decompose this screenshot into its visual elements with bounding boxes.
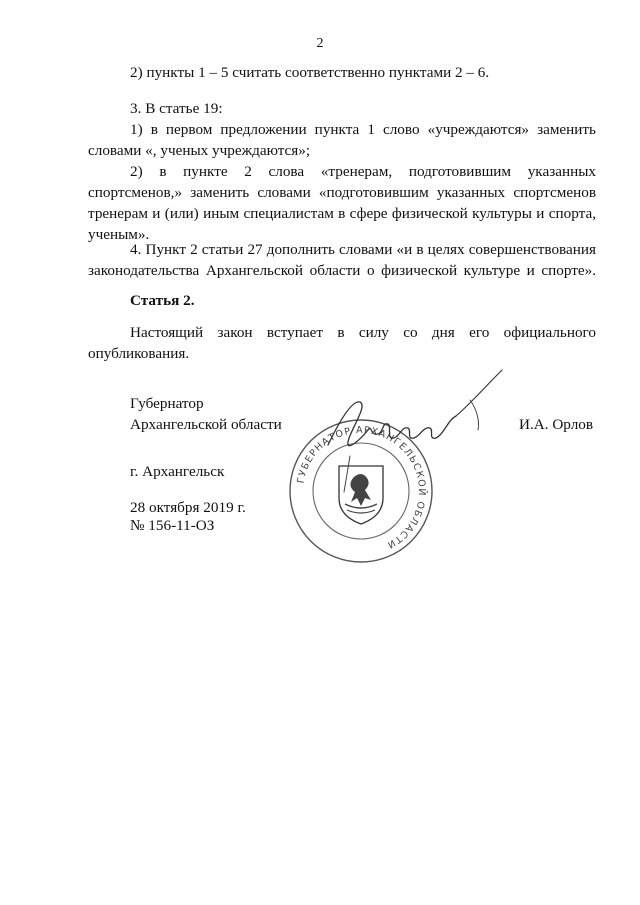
- handwritten-signature: [320, 360, 510, 500]
- signer-title-line-2: Архангельской области: [130, 416, 282, 433]
- text-line: спортсменов,» заменить словами «подготовившим указанных спортсменов: [88, 184, 596, 201]
- paragraph-effective-date: [130, 322, 596, 343]
- law-number: № 156-11-ОЗ: [130, 517, 215, 534]
- text-line-wrap: [88, 260, 596, 281]
- signer-name: И.А. Орлов: [519, 416, 594, 433]
- paragraph-item-2: 2) пункты 1 – 5 считать соответственно пунктами 2 – 6.: [130, 64, 490, 81]
- paragraph-article-19-item-1: [130, 119, 596, 140]
- paragraph-article-27: [130, 239, 596, 260]
- page-number: 2: [316, 36, 324, 51]
- city: г. Архангельск: [130, 463, 225, 480]
- text-line: 4. Пункт 2 статьи 27 дополнить словами «и в целях совершенствования: [130, 241, 596, 258]
- text-line: опубликования.: [88, 345, 190, 362]
- paragraph-article-19-heading: 3. В статье 19:: [130, 100, 223, 117]
- seal-ring-text: ГУБЕРНАТОР АРХАНГЕЛЬСКОЙ ОБЛАСТИ: [295, 424, 428, 551]
- text-line: тренерам и (или) иным специалистам в сфере физической культуры и спорта,: [88, 205, 596, 222]
- paragraph-article-19-item-2: [130, 161, 596, 182]
- text-line: ученым».: [88, 226, 150, 243]
- text-line: Настоящий закон вступает в силу со дня его официального: [130, 324, 596, 341]
- text-line: 2) в пункте 2 слова «тренерам, подготовившим указанных: [130, 163, 596, 180]
- text-line: словами «, ученых учреждаются»;: [88, 142, 311, 159]
- text-line: законодательства Архангельской области о физической культуре и спорте».: [88, 262, 596, 279]
- text-line-wrap: [88, 182, 596, 203]
- date: 28 октября 2019 г.: [130, 499, 246, 516]
- article-2-heading: Статья 2.: [130, 292, 195, 309]
- signer-title-line-1: Губернатор: [130, 395, 204, 412]
- text-line-wrap: [88, 203, 596, 224]
- text-line: 1) в первом предложении пункта 1 слово «учреждаются» заменить: [130, 121, 596, 138]
